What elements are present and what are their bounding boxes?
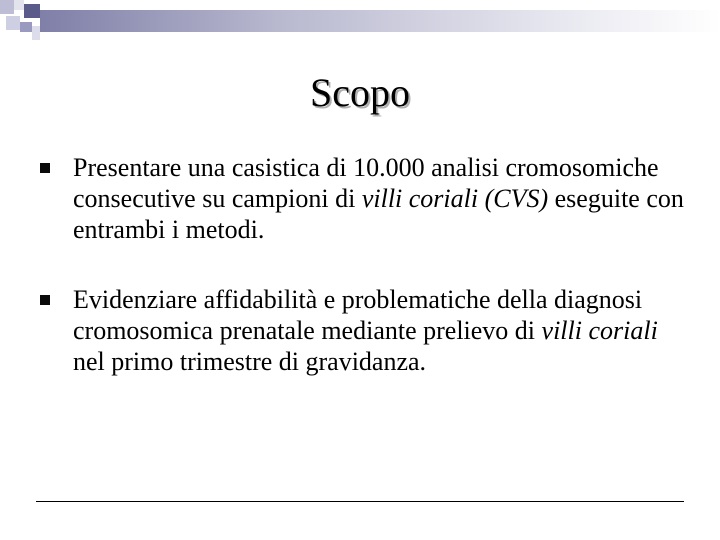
bullet-text: eseguite con entrambi i metodi. xyxy=(73,184,684,244)
deco-square-6 xyxy=(32,26,40,40)
deco-square-5 xyxy=(20,22,32,32)
bullet-italic-term: villi coriali xyxy=(541,316,658,345)
bullet-list xyxy=(40,152,690,416)
bullet-item-1 xyxy=(40,152,690,245)
header-gradient-bar xyxy=(40,10,720,32)
slide-title: Scopo xyxy=(310,70,410,115)
deco-square-4 xyxy=(6,16,20,30)
deco-square-3 xyxy=(24,4,40,18)
deco-square-1 xyxy=(0,0,14,14)
bullet-text: Presentare una casistica di 10.000 analisi cromosomiche consecutive su campioni di xyxy=(73,153,659,213)
bullet-square-icon xyxy=(40,163,50,173)
bullet-square-icon xyxy=(40,295,50,305)
bullet-text: nel primo trimestre di gravidanza. xyxy=(73,347,427,376)
bullet-text: Evidenziare affidabilità e problematiche della diagnosi cromosomica prenatale mediante prelievo di xyxy=(73,285,643,345)
deco-square-2 xyxy=(14,0,24,10)
bottom-divider xyxy=(36,501,684,502)
bullet-italic-term: villi coriali (CVS) xyxy=(361,184,549,213)
bullet-item-2 xyxy=(40,284,690,377)
